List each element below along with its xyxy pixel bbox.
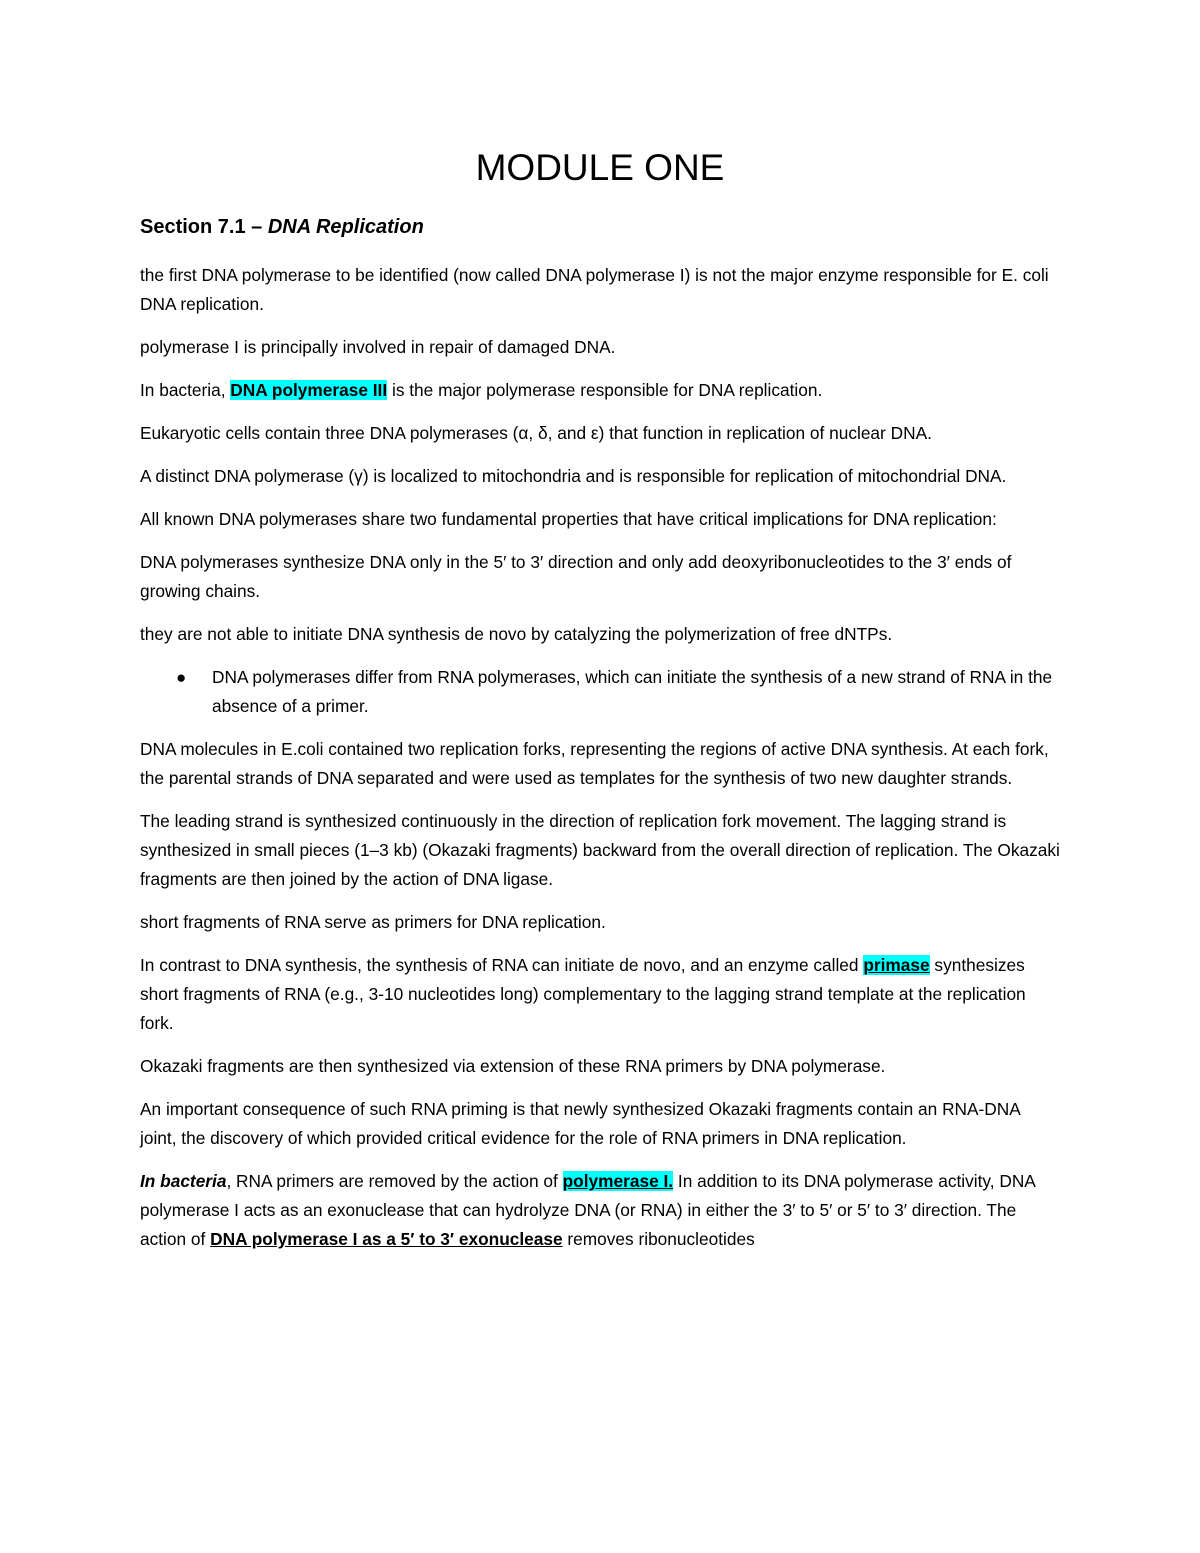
paragraph-12 [140,951,1060,1038]
paragraph-5: A distinct DNA polymerase (γ) is localized to mitochondria and is responsible for replication of mitochondrial DNA. [140,466,1007,486]
underline-exonuclease: DNA polymerase I as a 5′ to 3′ exonuclease [210,1229,563,1249]
document-body [140,261,1060,1268]
highlight-dna-polymerase-iii: DNA polymerase III [230,380,388,400]
paragraph-11: short fragments of RNA serve as primers for DNA replication. [140,912,606,932]
paragraph-15-lead: In bacteria [140,1171,227,1191]
paragraph-10: The leading strand is synthesized continuously in the direction of replication fork movement. The lagging strand is synthesized in small pieces (1–3 kb) (Okazaki fragments) backward from the overall direction of replication. The Okazaki fragments are then joined by the action of DNA ligase. [140,811,1060,889]
paragraph-1: the first DNA polymerase to be identified (now called DNA polymerase I) is not the major enzyme responsible for E. coli DNA replication. [140,265,1049,314]
paragraph-15-part-1: , RNA primers are removed by the action of [226,1171,563,1191]
bullet-list [140,663,1060,721]
section-heading [140,216,424,239]
paragraph-8: they are not able to initiate DNA synthesis de novo by catalyzing the polymerization of free dNTPs. [140,624,893,644]
paragraph-3-text-after: is the major polymerase responsible for DNA replication. [387,380,823,400]
paragraph-2: polymerase I is principally involved in repair of damaged DNA. [140,337,616,357]
highlight-primase: primase [863,955,930,975]
paragraph-9: DNA molecules in E.coli contained two replication forks, representing the regions of active DNA synthesis. At each fork, the parental strands of DNA separated and were used as templates for the synthesis of two new daughter strands. [140,739,1049,788]
bullet-icon: ● [176,668,187,687]
document-page [140,0,1060,1553]
paragraph-7: DNA polymerases synthesize DNA only in the 5′ to 3′ direction and only add deoxyribonucleotides to the 3′ ends of growing chains. [140,552,1012,601]
paragraph-15-part-2: In addition to its DNA polymerase activity, DNA polymerase I acts as an exonuclease that can hydrolyze DNA (or RNA) in either the 3′ to 5′ or 5′ to 3′ direction. The action of [140,1171,1035,1249]
paragraph-15-part-3: removes ribonucleotides [562,1229,755,1249]
paragraph-3-text-before: In bacteria, [140,380,231,400]
paragraph-6: All known DNA polymerases share two fundamental properties that have critical implications for DNA replication: [140,509,997,529]
paragraph-12-text-before: In contrast to DNA synthesis, the synthesis of RNA can initiate de novo, and an enzyme called [140,955,864,975]
paragraph-14: An important consequence of such RNA priming is that newly synthesized Okazaki fragments contain an RNA-DNA joint, the discovery of which provided critical evidence for the role of RNA primers in DNA replication. [140,1099,1020,1148]
paragraph-12-text-after: synthesizes short fragments of RNA (e.g., 3-10 nucleotides long) complementary to the lagging strand template at the replication fork. [140,955,1026,1033]
list-item [140,663,1060,721]
page-title: MODULE ONE [475,147,725,188]
paragraph-15 [140,1167,1060,1254]
paragraph-4: Eukaryotic cells contain three DNA polymerases (α, δ, and ε) that function in replication of nuclear DNA. [140,423,932,443]
bullet-text: DNA polymerases differ from RNA polymerases, which can initiate the synthesis of a new strand of RNA in the absence of a primer. [212,667,1053,716]
highlight-polymerase-i: polymerase I. [562,1171,674,1191]
section-name: DNA Replication [267,216,424,238]
section-number: Section 7.1 – [140,216,268,238]
paragraph-13: Okazaki fragments are then synthesized via extension of these RNA primers by DNA polymerase. [140,1056,886,1076]
paragraph-3 [140,376,1060,405]
